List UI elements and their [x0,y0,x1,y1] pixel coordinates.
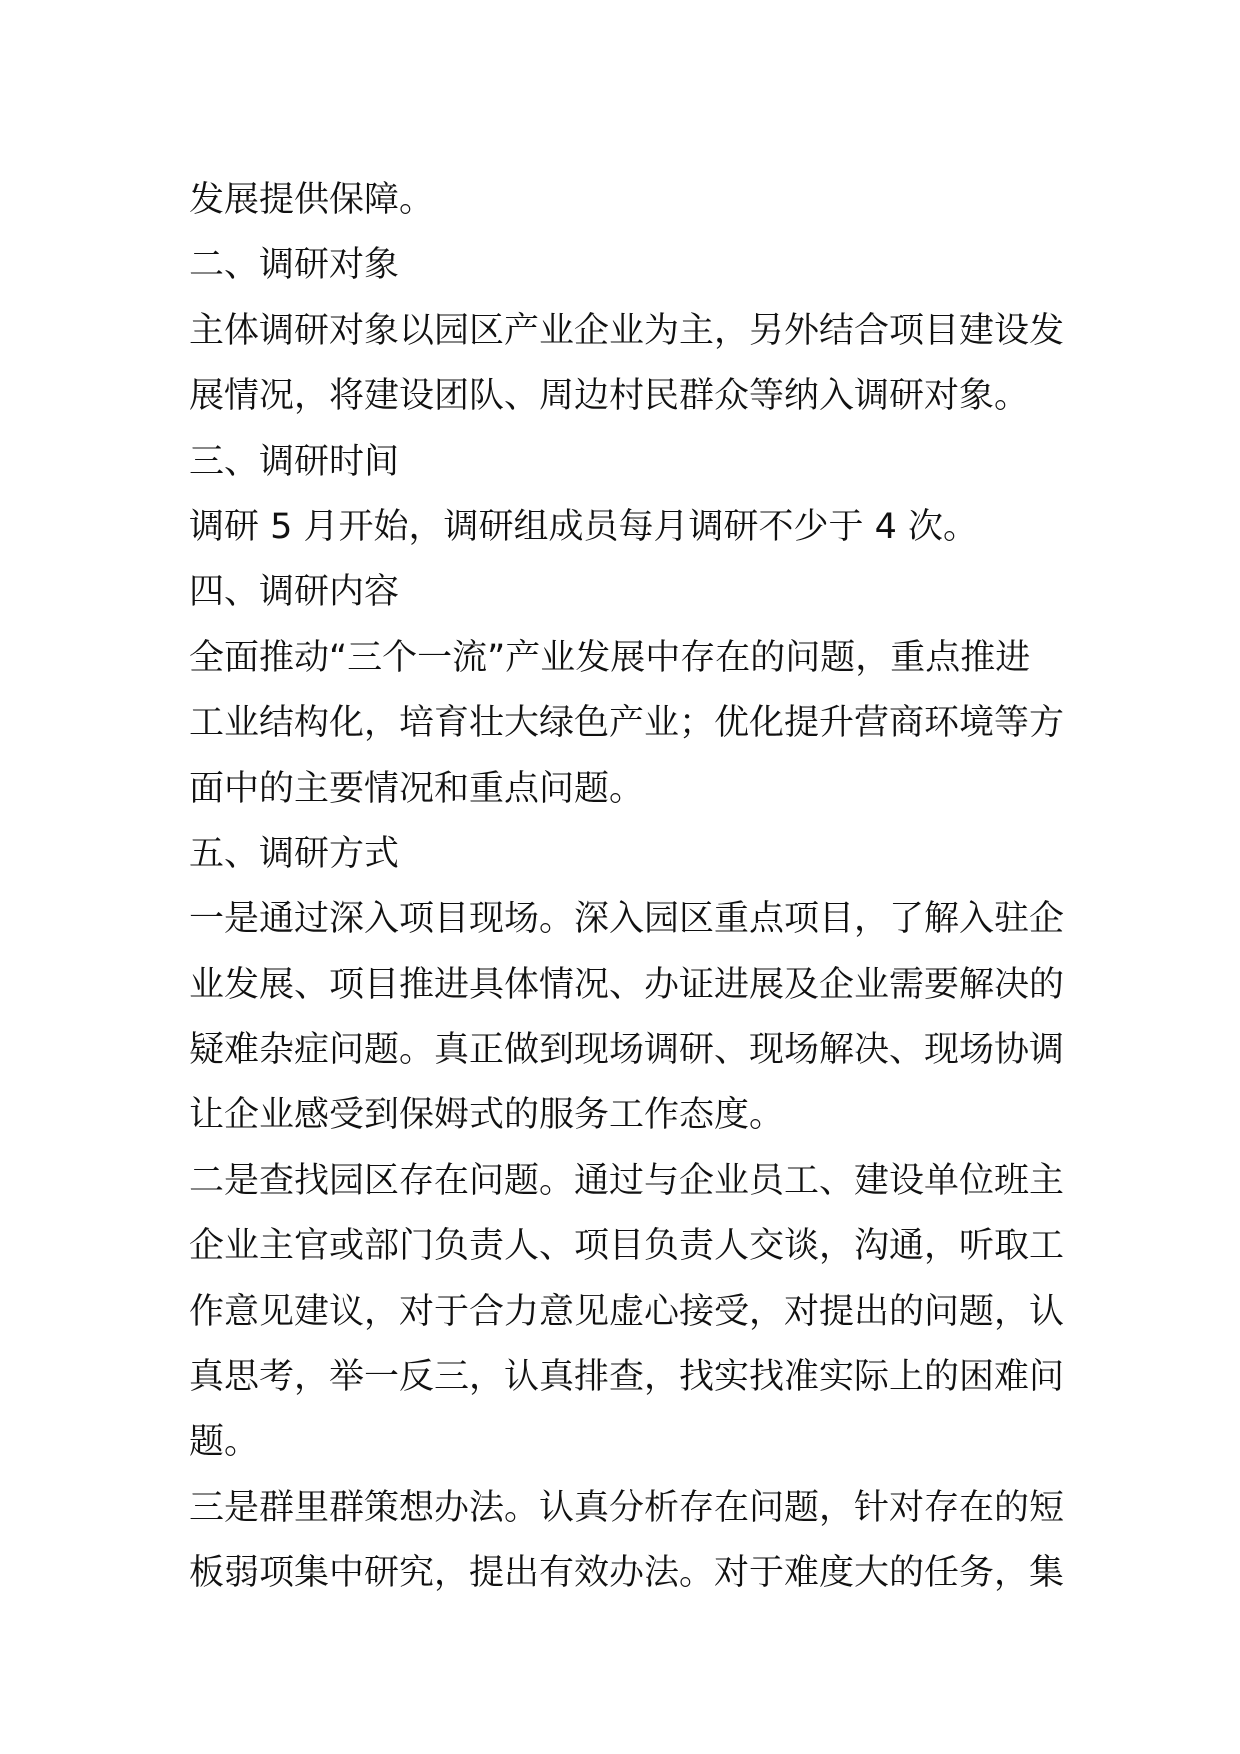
text-line: 调研 5 月开始，调研组成员每月调研不少于 4 次。 [189,506,979,547]
text-line: 业发展、项目推进具体情况、办证进展及企业需要解决的 [189,964,1065,1005]
text-line: 题。 [189,1422,260,1463]
text-line: 作意见建议，对于合力意见虚心接受，对提出的问题，认 [189,1291,1065,1332]
text-line: 一是通过深入项目现场。深入园区重点项目，了解入驻企 [189,899,1065,940]
section-heading-time: 三、调研时间 [189,441,400,482]
text-line: 让企业感受到保姆式的服务工作态度。 [189,1095,785,1136]
text-line: 三是群里群策想办法。认真分析存在问题，针对存在的短 [189,1487,1065,1528]
text-line: 板弱项集中研究，提出有效办法。对于难度大的任务，集 [189,1553,1065,1594]
text-line: 疑难杂症问题。真正做到现场调研、现场解决、现场协调 [189,1030,1065,1071]
section-heading-subjects: 二、调研对象 [189,245,400,286]
section-heading-method: 五、调研方式 [189,833,400,874]
text-line-continuation: 发展提供保障。 [189,180,435,220]
text-line: 主体调研对象以园区产业企业为主，另外结合项目建设发 [189,310,1065,351]
text-line: 面中的主要情况和重点问题。 [189,768,645,809]
text-line: 真思考，举一反三，认真排查，找实找准实际上的困难问 [189,1357,1065,1398]
text-line: 全面推动“三个一流”产业发展中存在的问题，重点推进 [189,637,1031,678]
text-line: 企业主官或部门负责人、项目负责人交谈，沟通，听取工 [189,1226,1065,1267]
section-heading-content: 四、调研内容 [189,572,400,613]
document-body [189,168,1065,1607]
text-line: 工业结构化，培育壮大绿色产业；优化提升营商环境等方 [189,703,1065,744]
text-line: 展情况，将建设团队、周边村民群众等纳入调研对象。 [189,376,1030,417]
text-line: 二是查找园区存在问题。通过与企业员工、建设单位班主 [189,1160,1065,1201]
